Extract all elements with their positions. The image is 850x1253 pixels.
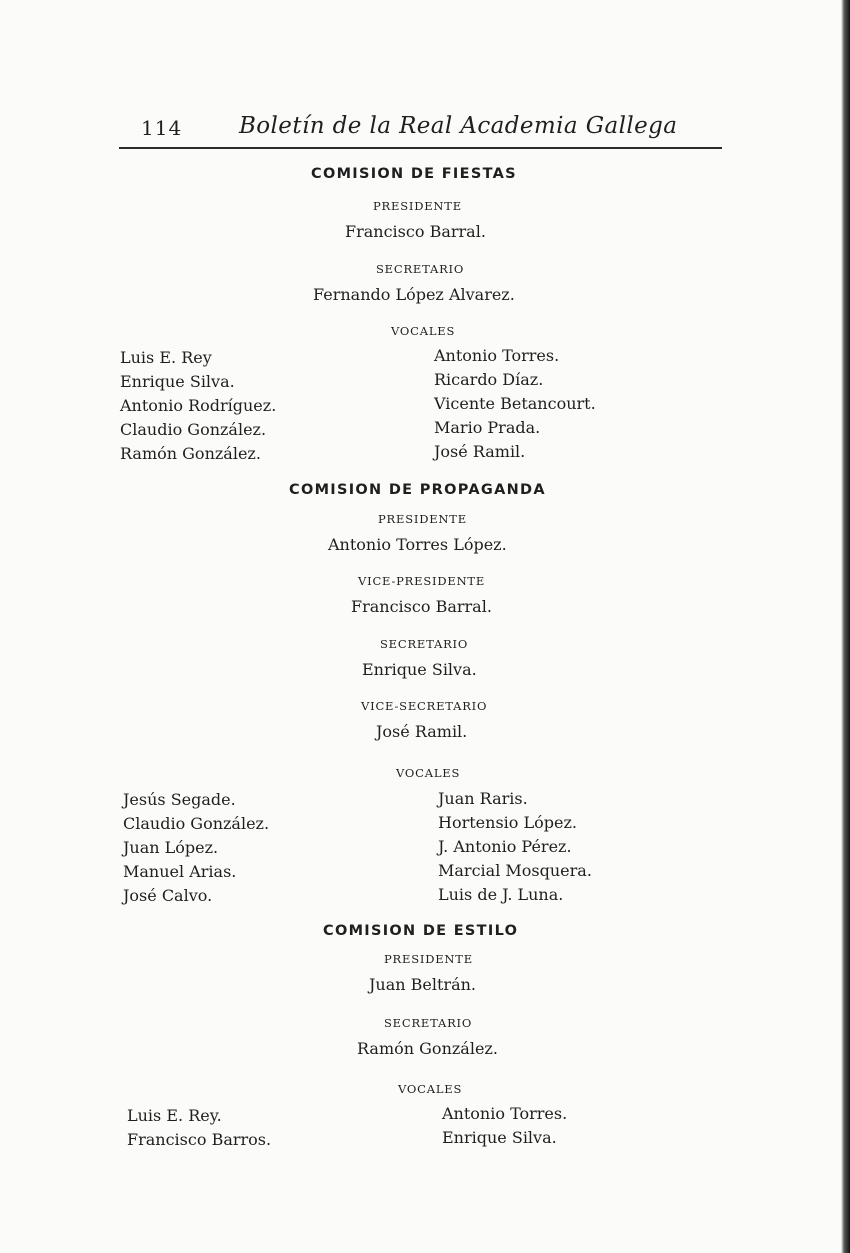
vocales-right-column bbox=[442, 1102, 567, 1150]
vocales-left-column bbox=[127, 1104, 271, 1152]
role-label-vocales: VOCALES bbox=[391, 324, 456, 338]
vocal-name: Luis E. Rey. bbox=[127, 1106, 222, 1125]
vocal-name: Antonio Rodríguez. bbox=[120, 396, 277, 415]
role-label-presidente: PRESIDENTE bbox=[373, 199, 462, 213]
role-label-secretario: SECRETARIO bbox=[376, 262, 465, 276]
vocal-name: Juan López. bbox=[123, 838, 219, 857]
section-title-propaganda: COMISION DE PROPAGANDA bbox=[289, 482, 546, 498]
journal-title: Boletín de la Real Academia Gallega bbox=[239, 113, 678, 139]
vicesecretario-name: José Ramil. bbox=[376, 722, 468, 741]
page-number: 114 bbox=[141, 116, 183, 140]
vicepresidente-name: Francisco Barral. bbox=[351, 597, 492, 616]
role-label-secretario: SECRETARIO bbox=[384, 1016, 473, 1030]
vocal-name: Claudio González. bbox=[120, 420, 267, 439]
vocal-name: Enrique Silva. bbox=[442, 1128, 557, 1147]
section-title-fiestas: COMISION DE FIESTAS bbox=[311, 166, 517, 182]
vocal-name: Luis E. Rey bbox=[120, 348, 212, 367]
vocales-right-column bbox=[434, 344, 596, 464]
vocal-name: Ramón González. bbox=[120, 444, 261, 463]
vocal-name: Hortensio López. bbox=[438, 813, 577, 832]
vocal-name: J. Antonio Pérez. bbox=[438, 837, 572, 856]
vocales-right-column bbox=[438, 787, 592, 907]
vocal-name: Juan Raris. bbox=[438, 789, 528, 808]
vocal-name: Jesús Segade. bbox=[123, 790, 236, 809]
role-label-vicepresidente: VICE-PRESIDENTE bbox=[358, 574, 486, 588]
role-label-presidente: PRESIDENTE bbox=[384, 952, 473, 966]
section-title-estilo: COMISION DE ESTILO bbox=[323, 923, 519, 939]
presidente-name: Juan Beltrán. bbox=[369, 975, 476, 994]
role-label-presidente: PRESIDENTE bbox=[378, 512, 467, 526]
page-edge-shadow bbox=[841, 0, 850, 1253]
vocal-name: Francisco Barros. bbox=[127, 1130, 272, 1149]
vocales-left-column bbox=[123, 788, 269, 908]
vocales-left-column bbox=[120, 346, 276, 466]
vocal-name: José Calvo. bbox=[123, 886, 213, 905]
vocal-name: Claudio González. bbox=[123, 814, 270, 833]
vocal-name: Antonio Torres. bbox=[442, 1104, 568, 1123]
role-label-vocales: VOCALES bbox=[396, 766, 461, 780]
vocal-name: Mario Prada. bbox=[434, 418, 541, 437]
vocal-name: Enrique Silva. bbox=[120, 372, 235, 391]
role-label-vicesecretario: VICE-SECRETARIO bbox=[361, 699, 488, 713]
vocal-name: Vicente Betancourt. bbox=[434, 394, 596, 413]
role-label-vocales: VOCALES bbox=[398, 1082, 463, 1096]
presidente-name: Francisco Barral. bbox=[345, 222, 486, 241]
vocal-name: Ricardo Díaz. bbox=[434, 370, 544, 389]
vocal-name: Manuel Arias. bbox=[123, 862, 237, 881]
running-header bbox=[119, 113, 722, 149]
vocal-name: Antonio Torres. bbox=[434, 346, 560, 365]
secretario-name: Fernando López Alvarez. bbox=[313, 285, 515, 304]
vocal-name: Marcial Mosquera. bbox=[438, 861, 592, 880]
presidente-name: Antonio Torres López. bbox=[328, 535, 507, 554]
role-label-secretario: SECRETARIO bbox=[380, 637, 469, 651]
vocal-name: José Ramil. bbox=[434, 442, 526, 461]
secretario-name: Enrique Silva. bbox=[362, 660, 477, 679]
secretario-name: Ramón González. bbox=[357, 1039, 498, 1058]
vocal-name: Luis de J. Luna. bbox=[438, 885, 564, 904]
